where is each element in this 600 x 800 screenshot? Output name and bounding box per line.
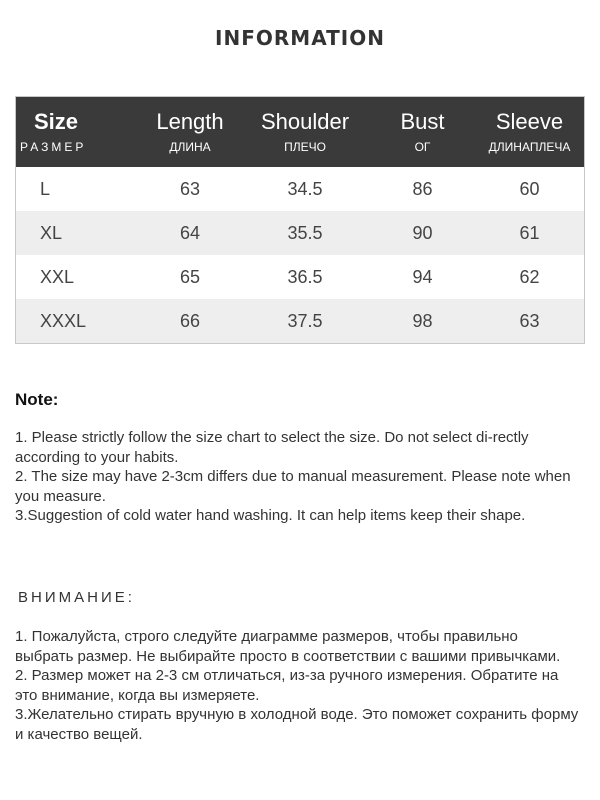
header-sleeve-sublabel: ДЛИНАПЛЕЧА (488, 139, 571, 154)
header-bust-label: Bust (400, 108, 445, 134)
cell-sleeve: 60 (475, 167, 585, 211)
note-list (15, 428, 580, 526)
note-item: 3.Suggestion of cold water hand washing. It can help items keep their shape. (15, 507, 526, 524)
cell-sleeve: 62 (475, 255, 585, 299)
cell-size: XXXL (16, 299, 141, 344)
cell-bust: 86 (370, 167, 475, 211)
attention-heading: ВНИМАНИЕ: (18, 589, 135, 606)
cell-length: 66 (140, 299, 240, 344)
cell-shoulder: 36.5 (240, 255, 370, 299)
cell-sleeve: 63 (475, 299, 585, 344)
note-item: 1. Please strictly follow the size chart to select the size. Do not select di-rectly according to your habits. (15, 429, 529, 466)
cell-sleeve: 61 (475, 211, 585, 255)
cell-length: 64 (140, 211, 240, 255)
attention-item: 3.Желательно стирать вручную в холодной воде. Это поможет сохранить форму и качество вещей. (15, 706, 579, 743)
cell-bust: 98 (370, 299, 475, 344)
cell-length: 63 (140, 167, 240, 211)
cell-bust: 90 (370, 211, 475, 255)
header-length (140, 97, 240, 168)
cell-shoulder: 35.5 (240, 211, 370, 255)
header-sleeve (475, 97, 585, 168)
header-sleeve-label: Sleeve (495, 108, 564, 134)
header-size (16, 97, 141, 168)
table-row (16, 255, 585, 299)
cell-bust: 94 (370, 255, 475, 299)
cell-size: XXL (16, 255, 141, 299)
cell-shoulder: 34.5 (240, 167, 370, 211)
cell-size: XL (16, 211, 141, 255)
size-chart-table (15, 96, 585, 344)
header-shoulder-sublabel: ПЛЕЧО (284, 139, 326, 154)
header-size-label: Size (34, 108, 79, 134)
table-header-row (16, 97, 585, 168)
note-heading: Note: (15, 390, 59, 409)
header-length-label: Length (156, 108, 224, 134)
note-item: 2. The size may have 2-3cm differs due to manual measurement. Please note when you measure. (15, 468, 571, 505)
attention-item: 2. Размер может на 2-3 см отличаться, из-за ручного измерения. Обратите на это внимание, когда вы измеряете. (15, 667, 559, 704)
cell-length: 65 (140, 255, 240, 299)
attention-list (15, 627, 580, 744)
header-length-sublabel: ДЛИНА (169, 139, 211, 154)
cell-shoulder: 37.5 (240, 299, 370, 344)
table-row (16, 211, 585, 255)
table-row (16, 299, 585, 344)
header-bust (370, 97, 475, 168)
cell-size: L (16, 167, 141, 211)
page-title: INFORMATION (215, 26, 385, 50)
header-shoulder (240, 97, 370, 168)
header-bust-sublabel: ОГ (414, 139, 431, 154)
attention-item: 1. Пожалуйста, строго следуйте диаграмме размеров, чтобы правильно выбрать размер. Не выбирайте просто в соответствии с вашими привычками. (15, 628, 561, 665)
table-row (16, 167, 585, 211)
header-shoulder-label: Shoulder (260, 108, 350, 134)
header-size-sublabel: РАЗМЕР (20, 139, 87, 154)
